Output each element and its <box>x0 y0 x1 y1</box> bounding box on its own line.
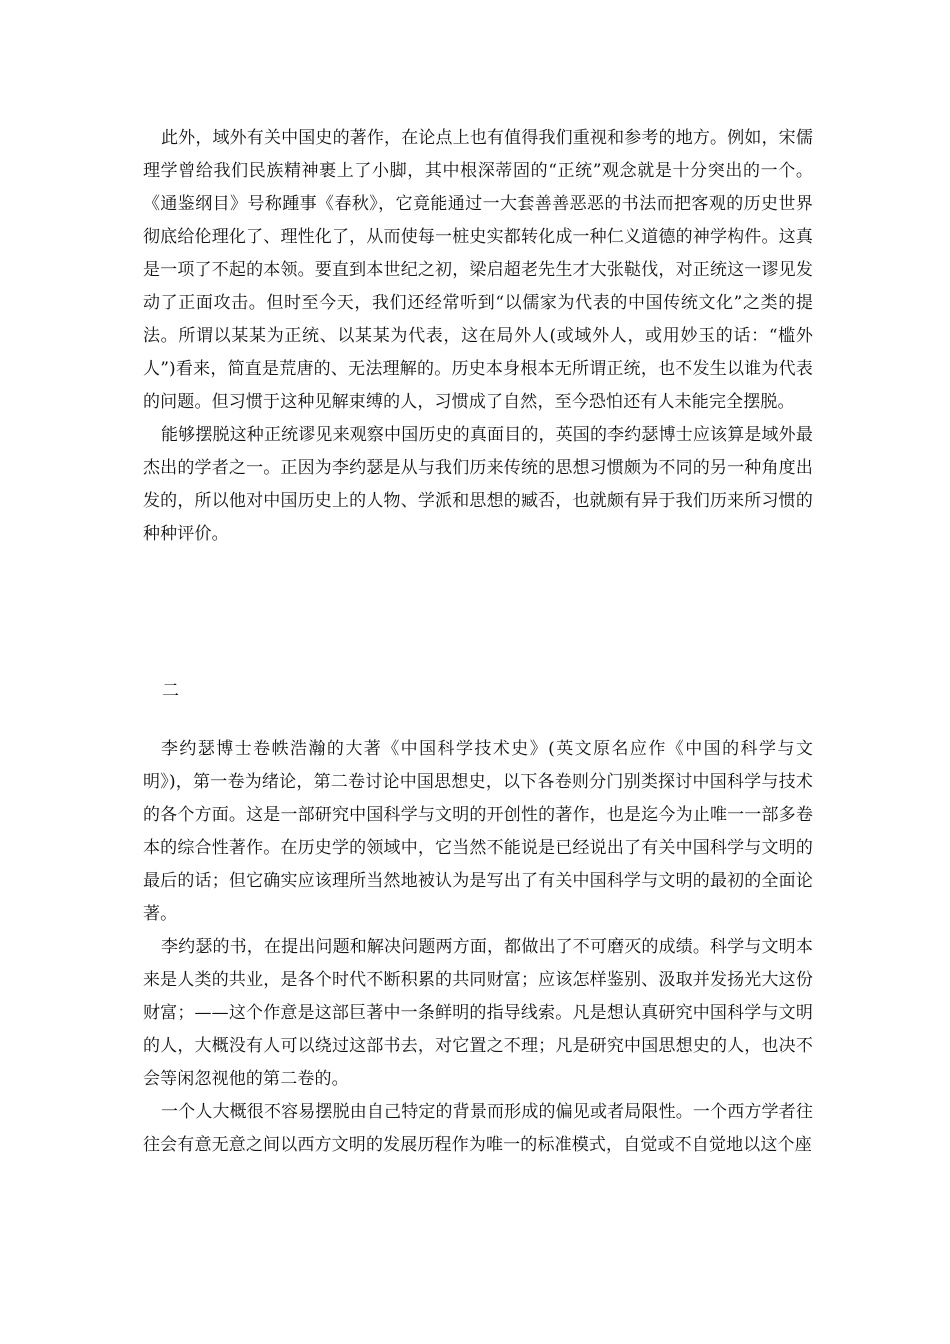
paragraph-needham-intro: 能够摆脱这种正统谬见来观察中国历史的真面目的，英国的李约瑟博士应该算是域外最杰出的学者之一。正因为李约瑟是从与我们历来传统的思想习惯颇为不同的另一种角度出发的，所以他对中国历史上的人物、学派和思想的臧否，也就颇有异于我们历来所习惯的种种评价。 <box>143 425 813 544</box>
paragraph-bias: 一个人大概很不容易摆脱由自己特定的背景而形成的偏见或者局限性。一个西方学者往往会有意无意之间以西方文明的发展历程作为唯一的标准模式，自觉或不自觉地以这个座 <box>143 1102 813 1155</box>
paragraph-orthodoxy: 此外，域外有关中国史的著作，在论点上也有值得我们重视和参考的地方。例如，宋儒理学曾给我们民族精神裹上了小脚，其中根深蒂固的“正统”观念就是十分突出的一个。《通鉴纲目》号称踵事《春秋》，它竟能通过一大套善善恶恶的书法而把客观的历史世界彻底给伦理化了、理性化了，从而使每一桩史实都转化成一种仁义道德的神学构件。这真是一项了不起的本领。要直到本世纪之初，梁启超老先生才大张鞑伐，对正统这一谬见发动了正面攻击。但时至今天，我们还经常听到“以儒家为代表的中国传统文化”之类的提法。所谓以某某为正统、以某某为代表，这在局外人(或域外人，或用妙玉的话：“槛外人”)看来，简直是荒唐的、无法理解的。历史本身根本无所谓正统，也不发生以谁为代表的问题。但习惯于这种见解束缚的人，习惯成了自然，至今恐怕还有人未能完全摆脱。 <box>143 128 813 412</box>
paragraph-science-civilisation: 李约瑟博士卷帙浩瀚的大著《中国科学技术史》(英文原名应作《中国的科学与文明》)，第一卷为绪论，第二卷讨论中国思想史，以下各卷则分门别类探讨中国科学与技术的各个方面。这是一部研究中国科学与文明的开创性的著作，也是迄今为止唯一一部多卷本的综合性著作。在历史学的领域中，它当然不能说是已经说出了有关中国科学与文明的最后的话；但它确实应该理所当然地被认为是写出了有关中国科学与文明的最初的全面论著。 <box>143 739 813 924</box>
text-block-before-heading <box>143 122 813 551</box>
section-heading: 二 <box>162 681 179 701</box>
paragraph-achievements: 李约瑟的书，在提出问题和解决问题两方面，都做出了不可磨灭的成绩。科学与文明本来是人类的共业，是各个时代不断积累的共同财富；应该怎样鉴别、汲取并发扬光大这份财富；——这个作意是这部巨著中一条鲜明的指导线索。凡是想认真研究中国科学与文明的人，大概没有人可以绕过这部书去，对它置之不理；凡是研究中国思想史的人，也决不会等闲忽视他的第二卷的。 <box>143 937 813 1089</box>
text-block-after-heading <box>143 733 813 1162</box>
